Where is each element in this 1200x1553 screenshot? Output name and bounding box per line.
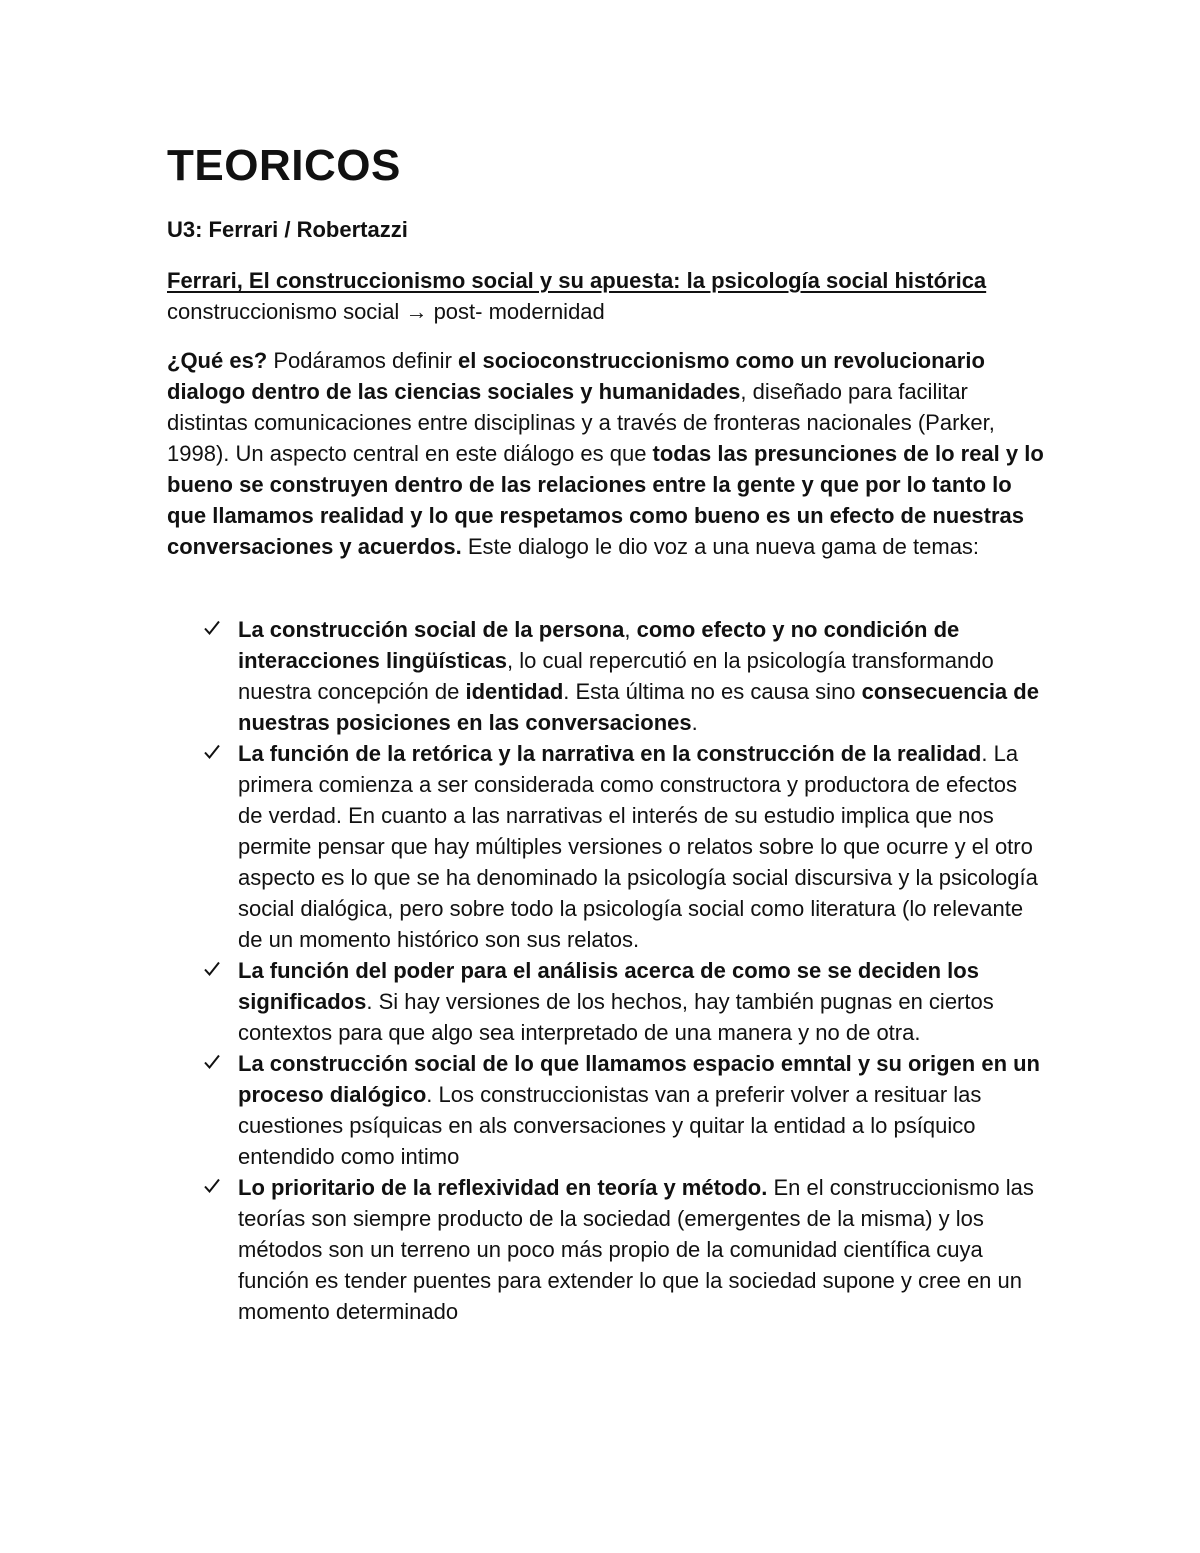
checklist-item bbox=[167, 1172, 1047, 1327]
intro-text-3: Este dialogo le dio voz a una nueva gama de temas: bbox=[461, 534, 980, 559]
item-bold: Lo prioritario de la reflexividad en teoría y método. bbox=[238, 1175, 768, 1200]
checkmark-icon bbox=[203, 1048, 227, 1079]
checkmark-icon bbox=[203, 738, 227, 769]
item-text: . bbox=[691, 710, 698, 735]
item-bold: La función del poder para el análisis acerca de como se se deciden los significados bbox=[238, 958, 979, 1014]
section-heading bbox=[167, 265, 1047, 327]
checklist-item bbox=[167, 955, 1047, 1048]
checkmark-icon bbox=[203, 1172, 227, 1203]
unit-subtitle: U3: Ferrari / Robertazzi bbox=[167, 217, 408, 242]
item-bold: identidad bbox=[465, 679, 564, 704]
intro-bold-2: todas las presunciones de lo real y lo bueno se construyen dentro de las relaciones entre la gente y que por lo tanto lo que llamamos realidad y lo que respetamos como bueno es un efecto de nuestras conversaciones y acuerdos. bbox=[167, 441, 1044, 559]
document-title: TEORICOS bbox=[167, 141, 401, 190]
section-heading-topic: construccionismo social bbox=[167, 299, 400, 324]
checkmark-icon bbox=[203, 614, 227, 645]
item-text: . Los construccionistas van a preferir volver a resituar las cuestiones psíquicas en als conversaciones y quitar la entidad a lo psíquico entendido como intimo bbox=[238, 1082, 982, 1169]
item-text: , bbox=[624, 617, 637, 642]
intro-question: ¿Qué es? bbox=[167, 348, 268, 373]
checklist-item bbox=[167, 614, 1047, 738]
item-bold: como efecto y no condición de interacciones lingüísticas bbox=[238, 617, 960, 673]
intro-text-1: Podáramos definir bbox=[267, 348, 459, 373]
checklist-item bbox=[167, 1048, 1047, 1172]
item-bold: La función de la retórica y la narrativa en la construcción de la realidad bbox=[238, 741, 982, 766]
intro-text-2: , diseñado para facilitar distintas comunicaciones entre disciplinas y a través de fronteras nacionales (Parker, 1998). Un aspecto central en este diálogo es que bbox=[167, 379, 995, 466]
intro-paragraph bbox=[167, 345, 1047, 562]
intro-bold-1: el socioconstruccionismo como un revolucionario dialogo dentro de las ciencias sociales y humanidades bbox=[167, 348, 985, 404]
section-heading-title: Ferrari, El construccionismo social y su apuesta: la psicología social histórica bbox=[167, 268, 987, 293]
checklist-item bbox=[167, 738, 1047, 955]
item-text: En el construccionismo las teorías son siempre producto de la sociedad (emergentes de la misma) y los métodos son un terreno un poco más propio de la comunidad científica cuya función es tender puentes para extender lo que la sociedad supone y cree en un momento determinado bbox=[238, 1175, 1034, 1324]
item-bold: La construcción social de lo que llamamos espacio emntal y su origen en un proceso dialógico bbox=[238, 1051, 1040, 1107]
item-text: , lo cual repercutió en la psicología transformando nuestra concepción de bbox=[238, 648, 994, 704]
checkmark-icon bbox=[203, 955, 227, 986]
section-heading-topic-2: post- modernidad bbox=[433, 299, 605, 324]
item-text: . Si hay versiones de los hechos, hay también pugnas en ciertos contextos para que algo sea interpretado de una manera y no de otra. bbox=[238, 989, 994, 1045]
item-text: . Esta última no es causa sino bbox=[563, 679, 862, 704]
topics-checklist bbox=[167, 614, 1047, 1327]
item-text: . La primera comienza a ser considerada como constructora y productora de efectos de verdad. En cuanto a las narrativas el interés de su estudio implica que nos permite pensar que hay múltiples versiones o relatos sobre lo que ocurre y el otro aspecto es lo que se ha denominado la psicología social discursiva y la psicología social dialógica, pero sobre todo la psicología social como literatura (lo relevante de un momento histórico son sus relatos. bbox=[238, 741, 1038, 952]
item-bold: La construcción social de la persona bbox=[238, 617, 625, 642]
item-bold: consecuencia de nuestras posiciones en las conversaciones bbox=[238, 679, 1039, 735]
arrow-right-icon: → bbox=[405, 299, 428, 324]
